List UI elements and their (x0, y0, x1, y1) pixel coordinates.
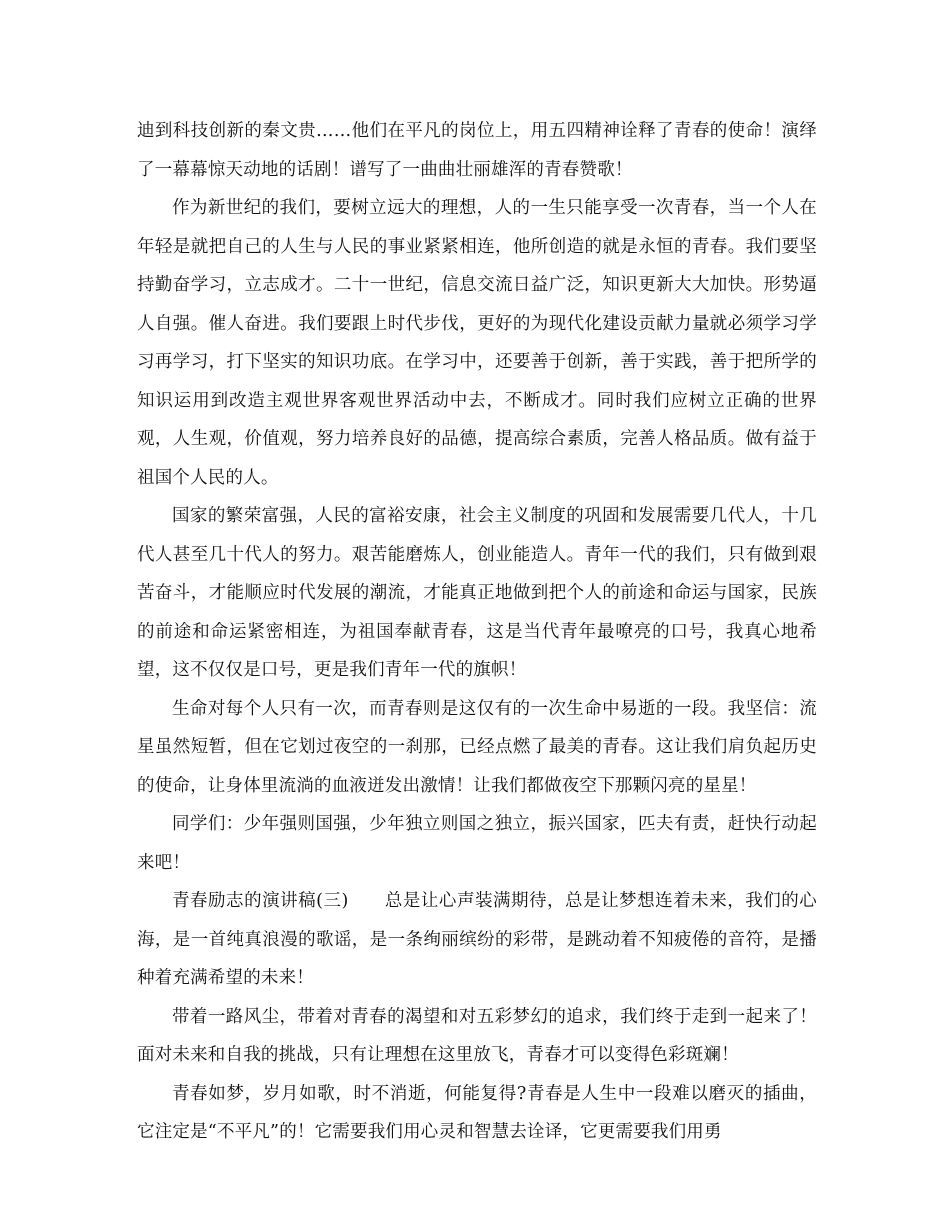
paragraph-1: 迪到科技创新的秦文贵……他们在平凡的岗位上，用五四精神诠释了青春的使命！演绎了一幕幕惊天动地的话剧！谱写了一曲曲壮丽雄浑的青春赞歌！ (137, 121, 817, 180)
paragraph-4: 生命对每个人只有一次，而青春则是这仅有的一次生命中易逝的一段。我坚信：流星虽然短暂，但在它划过夜空的一刹那，已经点燃了最美的青春。这让我们肩负起历史的使命，让身体里流淌的血液迸发出激情！让我们都做夜空下那颗闪亮的星星！ (137, 698, 817, 796)
paragraph-6: 青春励志的演讲稿(三) 总是让心声装满期待，总是让梦想连着未来，我们的心海，是一首纯真浪漫的歌谣，是一条绚丽缤纷的彩带，是跳动着不知疲倦的音符，是播种着充满希望的未来！ (137, 891, 817, 988)
document-body (137, 112, 817, 1152)
paragraph-8: 青春如梦，岁月如歌，时不消逝，何能复得?青春是人生中一段难以磨灭的插曲，它注定是“不平凡”的！它需要我们用心灵和智慧去诠译，它更需要我们用勇 (137, 1083, 817, 1142)
paragraph-5: 同学们：少年强则国强，少年独立则国之独立，振兴国家，匹夫有责，赶快行动起来吧！ (137, 814, 817, 873)
paragraph-3: 国家的繁荣富强，人民的富裕安康，社会主义制度的巩固和发展需要几代人，十几代人甚至几十代人的努力。艰苦能磨炼人，创业能造人。青年一代的我们，只有做到艰苦奋斗，才能顺应时代发展的潮流，才能真正地做到把个人的前途和命运与国家，民族的前途和命运紧密相连，为祖国奉献青春，这是当代青年最嘹亮的口号，我真心地希望，这不仅仅是口号，更是我们青年一代的旗帜！ (137, 506, 817, 680)
paragraph-2: 作为新世纪的我们，要树立远大的理想，人的一生只能享受一次青春，当一个人在年轻是就把自己的人生与人民的事业紧紧相连，他所创造的就是永恒的青春。我们要坚持勤奋学习，立志成才。二十一世纪，信息交流日益广泛，知识更新大大加快。形势逼人自强。催人奋进。我们要跟上时代步伐，更好的为现代化建设贡献力量就必须学习学习再学习，打下坚实的知识功底。在学习中，还要善于创新，善于实践，善于把所学的知识运用到改造主观世界客观世界活动中去，不断成才。同时我们应树立正确的世界观，人生观，价值观，努力培养良好的品德，提高综合素质，完善人格品质。做有益于祖国个人民的人。 (137, 198, 817, 488)
paragraph-7: 带着一路风尘，带着对青春的渴望和对五彩梦幻的追求，我们终于走到一起来了！面对未来和自我的挑战，只有让理想在这里放飞，青春才可以变得色彩斑斓！ (137, 1006, 817, 1065)
